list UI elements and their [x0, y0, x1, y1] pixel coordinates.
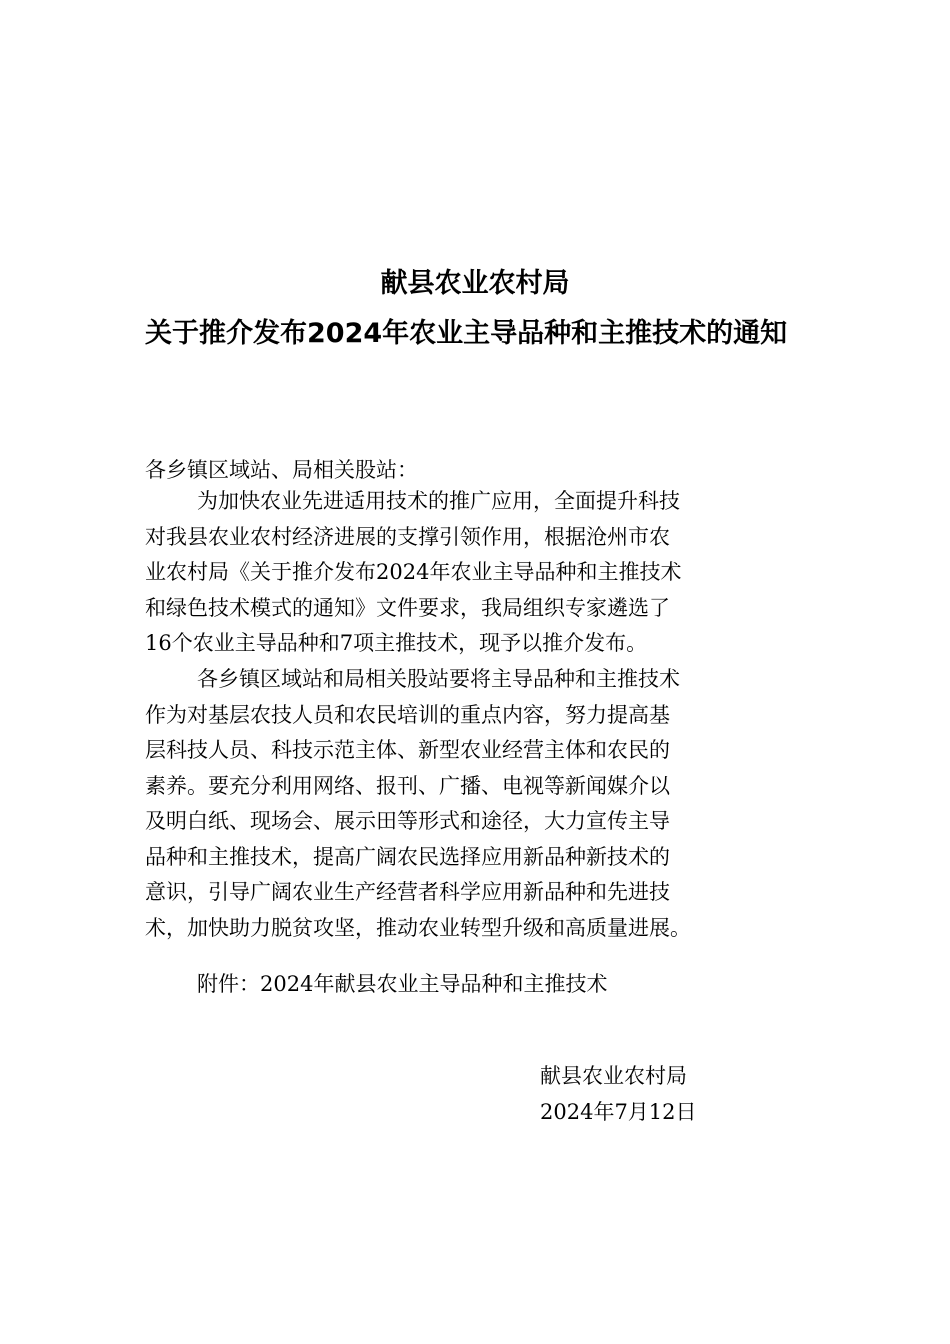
- attachment-note: 附件：2024年献县农业主导品种和主推技术: [197, 972, 608, 996]
- paragraph-line: 和绿色技术模式的通知》文件要求，我局组织专家遴选了: [145, 595, 670, 620]
- paragraph-line: 业农村局《关于推介发布2024年农业主导品种和主推技术: [145, 560, 682, 584]
- paragraph-line: 术，加快助力脱贫攻坚，推动农业转型升级和高质量进展。: [145, 915, 691, 940]
- signature-org: 献县农业农村局: [540, 1064, 687, 1088]
- paragraph-line: 对我县农业农村经济进展的支撑引领作用，根据沧州市农: [145, 524, 670, 549]
- document-main-title: 关于推介发布2024年农业主导品种和主推技术的通知: [145, 318, 788, 349]
- paragraph-line: 16个农业主导品种和7项主推技术，现予以推介发布。: [145, 631, 648, 655]
- paragraph-line: 意识，引导广阔农业生产经营者科学应用新品种和先进技: [145, 880, 670, 904]
- paragraph-line: 品种和主推技术，提高广阔农民选择应用新品种新技术的: [145, 844, 670, 869]
- paragraph-line: 素养。要充分利用网络、报刊、广播、电视等新闻媒介以: [145, 773, 670, 798]
- paragraph-line: 为加快农业先进适用技术的推广应用，全面提升科技: [197, 489, 680, 513]
- paragraph-line: 作为对基层农技人员和农民培训的重点内容，努力提高基: [145, 702, 670, 727]
- signature-date: 2024年7月12日: [540, 1100, 697, 1124]
- recipient-line: 各乡镇区域站、局相关股站：: [145, 458, 418, 482]
- body-paragraph-1: [145, 484, 795, 662]
- document-issuer-title: 献县农业农村局: [380, 268, 570, 299]
- paragraph-line: 各乡镇区域站和局相关股站要将主导品种和主推技术: [197, 667, 680, 691]
- paragraph-line: 层科技人员、科技示范主体、新型农业经营主体和农民的: [145, 738, 670, 762]
- body-paragraph-2: [145, 662, 795, 946]
- paragraph-line: 及明白纸、现场会、展示田等形式和途径，大力宣传主导: [145, 809, 670, 833]
